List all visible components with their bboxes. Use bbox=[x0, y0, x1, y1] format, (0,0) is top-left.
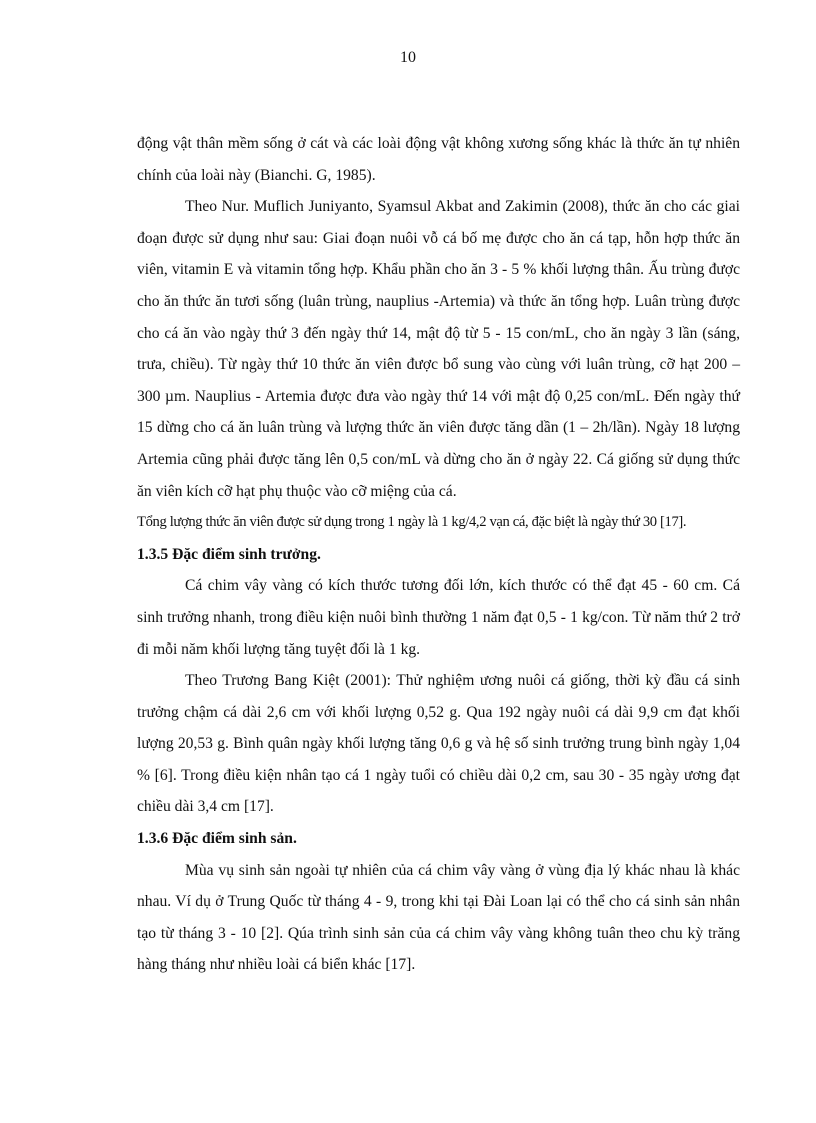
page-number: 10 bbox=[400, 49, 416, 66]
heading-reproduction: 1.3.6 Đặc điểm sinh sản. bbox=[137, 830, 297, 848]
paragraph-reproduction: Mùa vụ sinh sản ngoài tự nhiên của cá chim vây vàng ở vùng địa lý khác nhau là khác nhau. Ví dụ ở Trung Quốc từ tháng 4 - 9, trong khi tại Đài Loan lại có thể cho cá sinh sản nhân tạo từ tháng 3 - 10 [2]. Qúa trình sinh sản của cá chim vây vàng không tuân theo chu kỳ trăng hàng tháng như nhiều loài cá biển khác [17]. bbox=[137, 861, 740, 974]
document-body bbox=[137, 128, 740, 981]
paragraph-food-intro: động vật thân mềm sống ở cát và các loài động vật không xương sống khác là thức ăn tự nhiên chính của loài này (Bianchi. G, 1985). bbox=[137, 135, 740, 184]
paragraph-growth-size: Cá chim vây vàng có kích thước tương đối lớn, kích thước có thể đạt 45 - 60 cm. Cá sinh trưởng nhanh, trong điều kiện nuôi bình thường 1 năm đạt 0,5 - 1 kg/con. Từ năm thứ 2 trở đi mỗi năm khối lượng tăng tuyệt đối là 1 kg. bbox=[137, 577, 740, 658]
paragraph-growth-trial: Theo Trương Bang Kiệt (2001): Thử nghiệm ương nuôi cá giống, thời kỳ đầu cá sinh trưởng chậm cá dài 2,6 cm với khối lượng 0,52 g. Qua 192 ngày nuôi cá dài 9,9 cm đạt khối lượng 20,53 g. Bình quân ngày khối lượng tăng 0,6 g và hệ số sinh trưởng trung bình ngày 1,04 % [6]. Trong điều kiện nhân tạo cá 1 ngày tuổi có chiều dài 0,2 cm, sau 30 - 35 ngày ương đạt chiều dài 3,4 cm [17]. bbox=[137, 672, 740, 816]
paragraph-feeding-stages: Theo Nur. Muflich Juniyanto, Syamsul Akbat and Zakimin (2008), thức ăn cho các giai đoạn được sử dụng như sau: Giai đoạn nuôi vỗ cá bố mẹ được cho ăn cá tạp, hỗn hợp thức ăn viên, vitamin E và vitamin tổng hợp. Khẩu phần cho ăn 3 - 5 % khối lượng thân. Ấu trùng được cho ăn thức ăn tươi sống (luân trùng, nauplius -Artemia) và thức ăn tổng hợp. Luân trùng được cho cá ăn vào ngày thứ 3 đến ngày thứ 14, mật độ từ 5 - 15 con/mL, cho ăn ngày 3 lần (sáng, trưa, chiều). Từ ngày thứ 10 thức ăn viên được bổ sung vào cùng với luân trùng, cỡ hạt 200 – 300 µm. Nauplius - Artemia được đưa vào ngày thứ 14 với mật độ 0,25 con/mL. Đến ngày thứ 15 dừng cho cá ăn luân trùng và lượng thức ăn viên được tăng dần (1 – 2h/lần). Ngày 18 lượng Artemia cũng phải được tăng lên 0,5 con/mL và dừng cho ăn ở ngày 22. Cá giống sử dụng thức ăn viên kích cỡ hạt phụ thuộc vào cỡ miệng của cá. bbox=[137, 198, 740, 500]
heading-growth: 1.3.5 Đặc điểm sinh trưởng. bbox=[137, 545, 321, 563]
paragraph-feeding-total: Tổng lượng thức ăn viên được sử dụng trong 1 ngày là 1 kg/4,2 vạn cá, đặc biệt là ngày thứ 30 [17]. bbox=[137, 514, 687, 531]
